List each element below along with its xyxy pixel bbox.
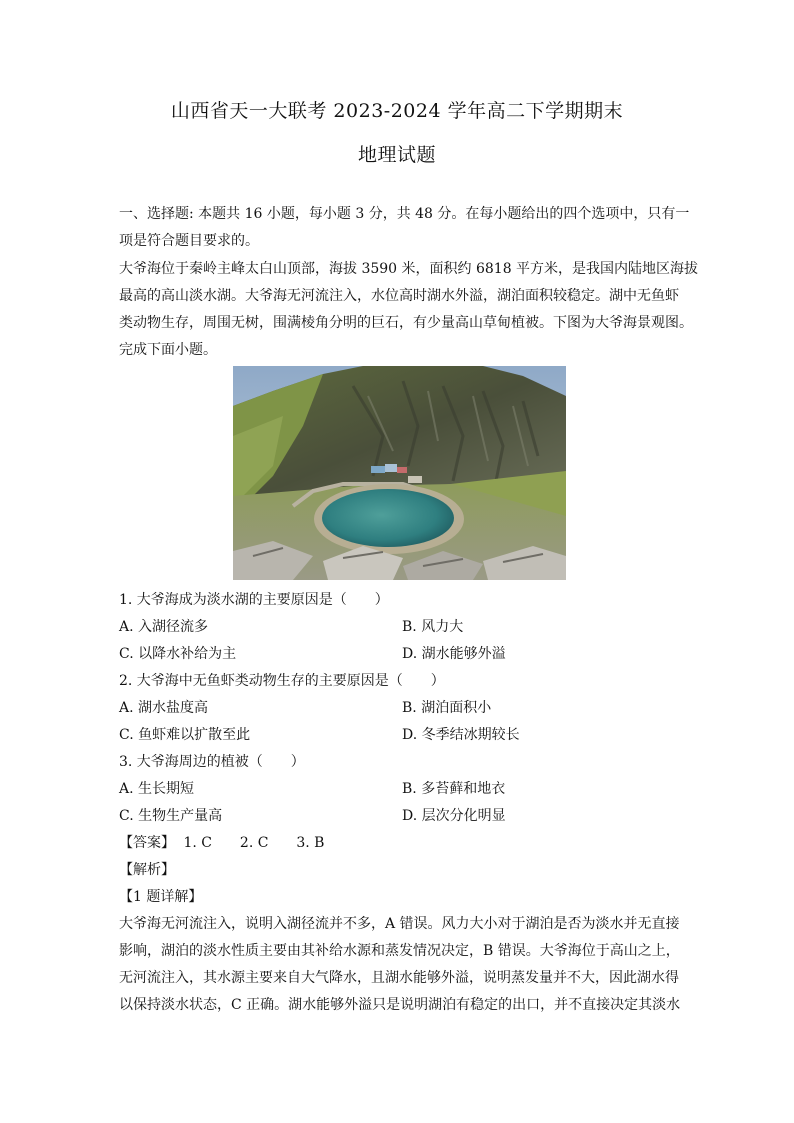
question-2-stem: 2. 大爷海中无鱼虾类动物生存的主要原因是（ ） xyxy=(119,673,445,689)
section-heading-line-1: 一、选择题: 本题共 16 小题，每小题 3 分，共 48 分。在每小题给出的四个选项中，只有一 xyxy=(119,206,690,222)
analysis-line-1: 大爷海无河流注入，说明入湖径流并不多，A 错误。风力大小对于湖泊是否为淡水并无直接 xyxy=(119,916,680,932)
answer-item-1: 1. C xyxy=(183,835,212,851)
question-2-option-c: C. 鱼虾难以扩散至此 xyxy=(119,727,251,743)
answer-item-3: 3. B xyxy=(296,835,325,851)
page-subtitle: 地理试题 xyxy=(357,144,436,166)
question-2-option-a: A. 湖水盐度高 xyxy=(119,700,209,716)
question-3-stem: 3. 大爷海周边的植被（ ） xyxy=(119,754,305,770)
question-2-option-b: B. 湖泊面积小 xyxy=(402,700,492,716)
page-title: 山西省天一大联考 2023-2024 学年高二下学期期末 xyxy=(170,100,624,122)
analysis-line-2: 影响，湖泊的淡水性质主要由其补给水源和蒸发情况决定，B 错误。大爷海位于高山之上， xyxy=(119,943,680,959)
question-3-option-c: C. 生物生产量高 xyxy=(119,808,223,824)
passage-line-4: 完成下面小题。 xyxy=(119,342,217,358)
question-3-option-a: A. 生长期短 xyxy=(119,781,195,797)
analysis-line-3: 无河流注入，其水源主要来自大气降水，且湖水能够外溢，说明蒸发量并不大，因此湖水得 xyxy=(119,970,679,986)
analysis-label: 【解析】 xyxy=(119,862,175,878)
question-1-option-a: A. 入湖径流多 xyxy=(119,619,209,635)
passage-line-2: 最高的高山淡水湖。大爷海无河流注入，水位高时湖水外溢，湖泊面积较稳定。湖中无鱼虾 xyxy=(119,288,679,304)
analysis-line-4: 以保持淡水状态，C 正确。湖水能够外溢只是说明湖泊有稳定的出口，并不直接决定其淡水 xyxy=(119,997,681,1013)
question-1-option-b: B. 风力大 xyxy=(402,619,464,635)
mountain-lake-photo xyxy=(233,366,566,580)
question-1-stem: 1. 大爷海成为淡水湖的主要原因是（ ） xyxy=(119,592,389,608)
analysis-detail-label: 【1 题详解】 xyxy=(119,889,203,905)
question-1-option-c: C. 以降水补给为主 xyxy=(119,646,237,662)
answer-item-2: 2. C xyxy=(239,835,269,851)
question-2-option-d: D. 冬季结冰期较长 xyxy=(402,727,520,743)
passage-line-1: 大爷海位于秦岭主峰太白山顶部，海拔 3590 米，面积约 6818 平方米，是我国内陆地区海拔 xyxy=(119,261,699,277)
question-1-option-d: D. 湖水能够外溢 xyxy=(402,646,506,662)
question-3-option-b: B. 多苔藓和地衣 xyxy=(402,781,506,797)
section-heading-line-2: 项是符合题目要求的。 xyxy=(119,233,259,249)
answer-line xyxy=(119,833,679,853)
answer-label: 【答案】 xyxy=(119,835,175,851)
question-3-option-d: D. 层次分化明显 xyxy=(402,808,506,824)
passage-line-3: 类动物生存，周围无树，围满棱角分明的巨石，有少量高山草甸植被。下图为大爷海景观图。 xyxy=(119,315,693,331)
